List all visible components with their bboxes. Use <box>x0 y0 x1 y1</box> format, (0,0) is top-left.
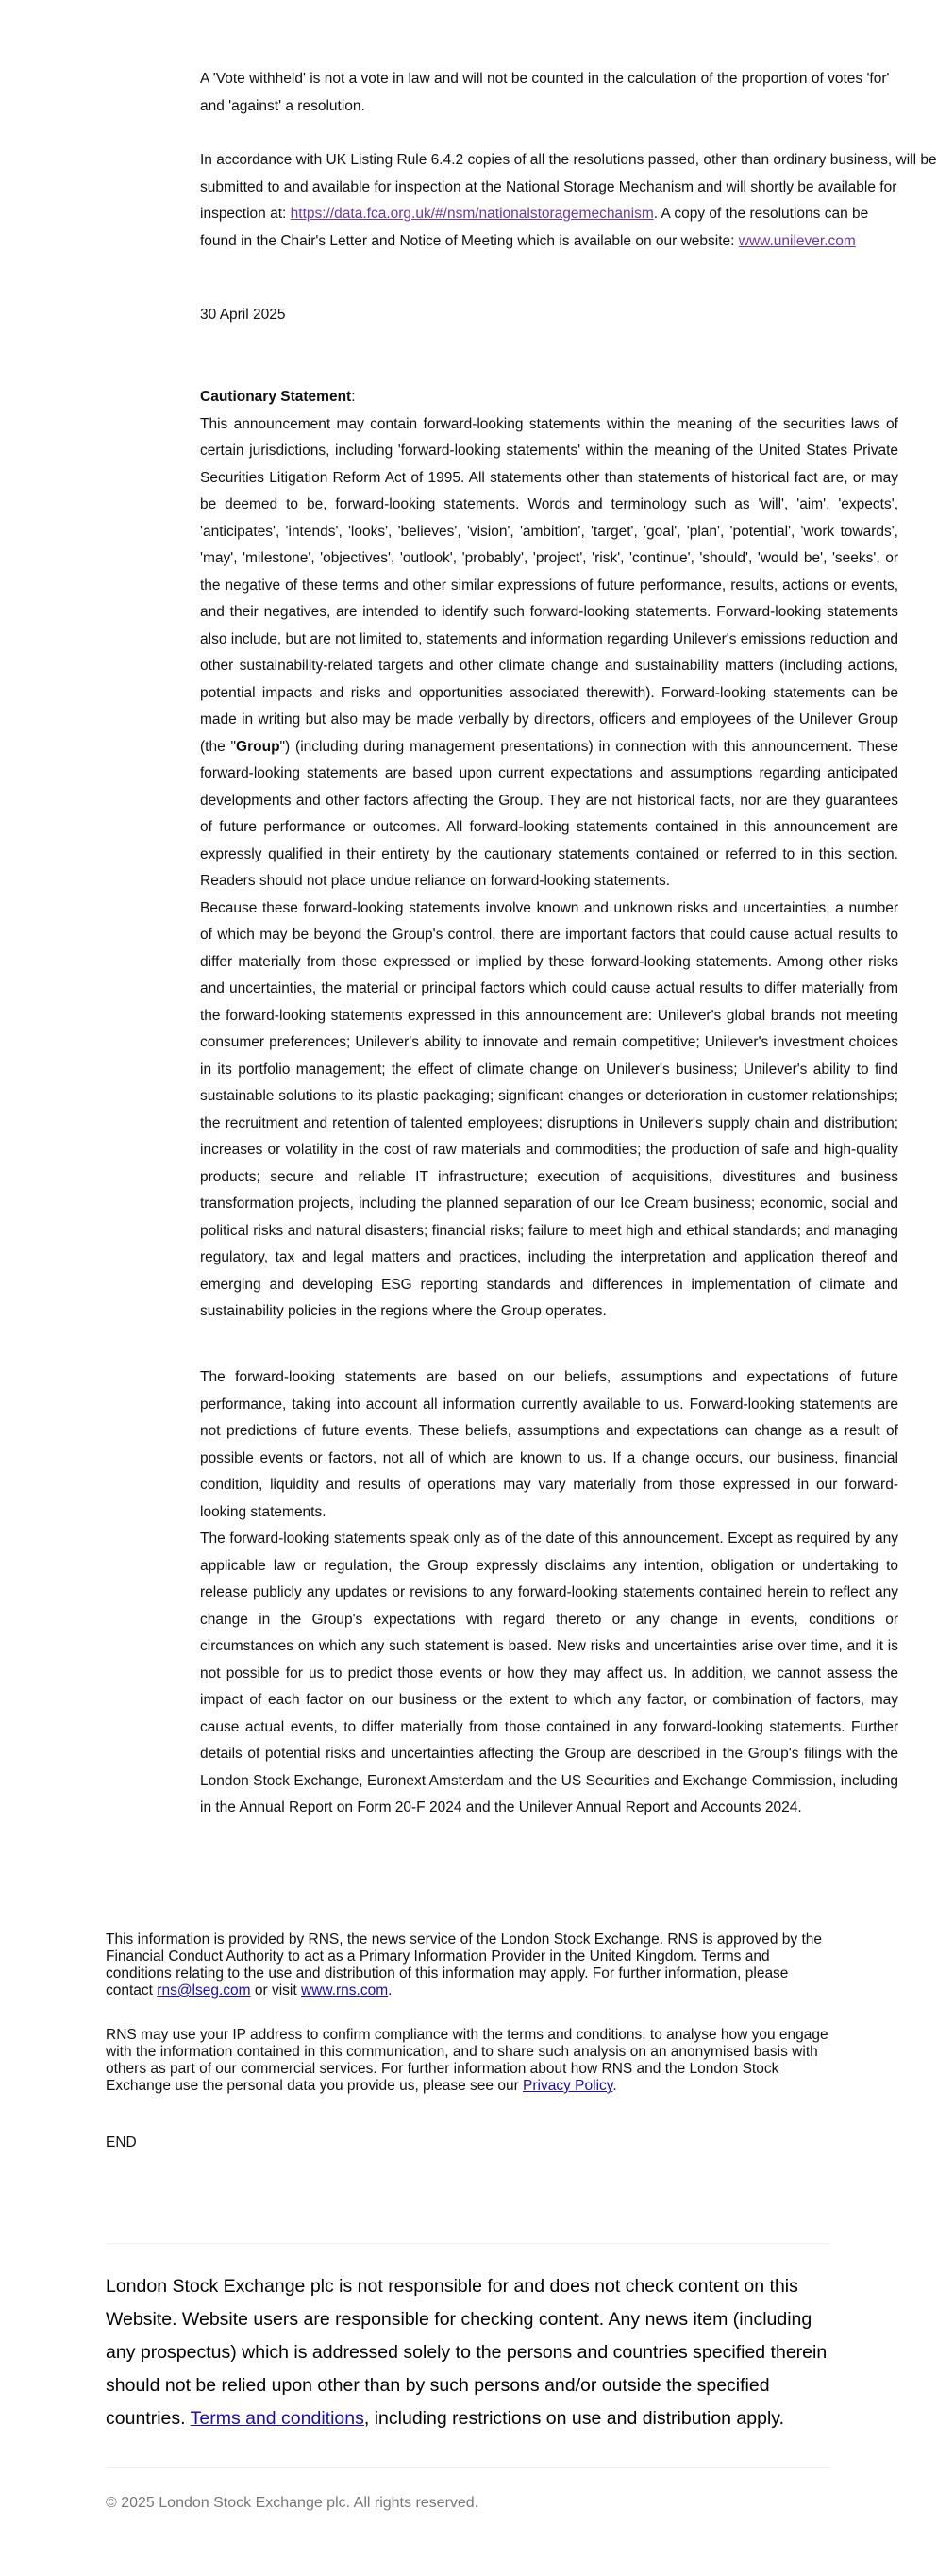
forward-looking-section <box>200 1364 898 1822</box>
disclaimer-suffix: , including restrictions on use and distribution apply. <box>363 2408 785 2429</box>
cautionary-heading-colon: : <box>351 389 356 405</box>
rns-website-link[interactable]: www.rns.com <box>300 1982 389 1999</box>
rns-privacy-paragraph <box>106 2027 830 2095</box>
date-text: 30 April 2025 <box>200 307 286 323</box>
rns-email-link[interactable]: rns@lseg.com <box>157 1982 251 1999</box>
forward-paragraph-2: The forward-looking statements speak only as of the date of this announcement. Except as required by any applicable law or regulation, the Group expressly disclaims any intention, obligation or undertaking to release publicly any updates or revisions to any forward-looking statements contained herein to reflect any change in the Group's expectations with regard thereto or any change in events, conditions or circumstances on which any such statement is based. New risks and uncertainties arise over time, and it is not possible for us to predict those events or how they may affect us. In addition, we cannot assess the impact of each factor on our business or the extent to which any factor, or combination of factors, may cause actual events, to differ materially from those contained in any forward-looking statements. Further details of potential risks and uncertainties affecting the Group are described in the Group's filings with the London Stock Exchange, Euronext Amsterdam and the US Securities and Exchange Commission, including in the Annual Report on Form 20-F 2024 and the Unilever Annual Report and Accounts 2024. <box>200 1531 898 1815</box>
listing-line-3-prefix: inspection at: <box>200 206 291 222</box>
nsm-link[interactable]: https://data.fca.org.uk/#/nsm/nationalstoragemechanism <box>290 206 654 222</box>
rns-privacy-text: RNS may use your IP address to confirm compliance with the terms and conditions, to analyse how you engage with the information contained in this communication, and to share such analysis on an anonymised basis with others as part of our commercial services. For further information about how RNS and the London Stock Exchange use the personal data you provide us, please see our <box>106 2027 828 2094</box>
terms-and-conditions-link[interactable]: Terms and conditions <box>190 2408 364 2429</box>
cautionary-p1-part2: ") (including during management presentations) in connection with this announcement. These forward-looking statements are based upon current expectations and assumptions regarding anticipated developments and other factors affecting the Group. They are not historical facts, nor are they guarantees of future performance or outcomes. All forward-looking statements contained in this announcement are expressly qualified in their entirety by the cautionary statements contained or referred to in this section. Readers should not place undue reliance on forward-looking statements. <box>200 738 898 889</box>
vote-withheld-note <box>200 66 898 120</box>
vote-line-1: A 'Vote withheld' is not a vote in law and will not be counted in the calculation of the proportion of votes 'for' <box>200 71 890 87</box>
vote-line-2: and 'against' a resolution. <box>200 97 365 114</box>
unilever-website-link[interactable]: www.unilever.com <box>738 232 856 249</box>
listing-rule-note <box>200 147 937 255</box>
disclaimer-text: London Stock Exchange plc is not responsible for and does not check content on this Website. Website users are responsible for checking content. Any news item (including any prospectus) which is addressed solely to the persons and countries specified therein should not be relied upon other than by such persons and/or outside the specified countries. <box>106 2276 828 2429</box>
listing-line-3-suffix: . A copy of the resolutions can be <box>653 206 869 222</box>
listing-line-4 <box>200 228 898 256</box>
footer-divider-bottom <box>106 2467 830 2468</box>
group-definition: Group <box>236 738 280 755</box>
cautionary-paragraph-1 <box>200 411 898 895</box>
rns-privacy-period: . <box>612 2078 617 2094</box>
rns-info-text: This information is provided by RNS, the news service of the London Stock Exchange. RNS is approved by the Financial Conduct Authority to act as a Primary Information Provider in the United Kingdom. Terms and conditions relating to the use and distribution of this information may apply. For further information, please contact <box>106 1932 823 1999</box>
cautionary-statement <box>200 384 898 1326</box>
listing-line-2: submitted to and available for inspection at the National Storage Mechanism and will shortly be available for <box>200 178 897 195</box>
listing-line-1: In accordance with UK Listing Rule 6.4.2 copies of all the resolutions passed, other than ordinary business, will be <box>200 152 937 168</box>
rns-or-visit: or visit <box>250 1982 301 1999</box>
lse-disclaimer <box>106 2270 830 2435</box>
rns-info-paragraph <box>106 1932 830 1999</box>
listing-line-4-prefix: found in the Chair's Letter and Notice of Meeting which is available on our website: <box>200 232 739 249</box>
rns-info-period: . <box>388 1982 393 1999</box>
cautionary-p1-part1: This announcement may contain forward-looking statements within the meaning of the securities laws of certain jurisdictions, including 'forward-looking statements' within the meaning of the United States Private Securities Litigation Reform Act of 1995. All statements other than statements of historical fact are, or may be deemed to be, forward-looking statements. Words and terminology such as 'will', 'aim', 'expects', 'anticipates', 'intends', 'looks', 'believes', 'vision', 'ambition', 'target', 'goal', 'plan', 'potential', 'work towards', 'may', 'milestone', 'objectives', 'outlook', 'probably', 'project', 'risk', 'continue', 'should', 'would be', 'seeks', or the negative of these terms and other similar expressions of future performance, results, actions or events, and their negatives, are intended to identify such forward-looking statements. Forward-looking statements also include, but are not limited to, statements and information regarding Unilever's emissions reduction and other sustainability-related targets and other climate change and sustainability matters (including actions, potential impacts and risks and opportunities associated therewith). Forward-looking statements can be made in writing but also may be made verbally by directors, officers and employees of the Unilever Group (the " <box>200 415 898 755</box>
end-text: END <box>106 2134 137 2150</box>
forward-paragraph-1: The forward-looking statements are based on our beliefs, assumptions and expectations of future performance, taking into account all information currently available to us. Forward-looking statements are not predictions of future events. These beliefs, assumptions and expectations can change as a result of possible events or factors, not all of which are known to us. If a change occurs, our business, financial condition, liquidity and results of operations may vary materially from those expressed in our forward-looking statements. <box>200 1369 898 1520</box>
announcement-date <box>200 302 898 329</box>
privacy-policy-link[interactable]: Privacy Policy <box>523 2078 613 2094</box>
copyright-notice: © 2025 London Stock Exchange plc. All rights reserved. <box>106 2495 479 2511</box>
listing-line-3 <box>200 201 898 228</box>
footer-divider-top <box>106 2243 830 2244</box>
cautionary-heading <box>200 384 898 411</box>
cautionary-paragraph-2: Because these forward-looking statements involve known and unknown risks and uncertainties, a number of which may be beyond the Group's control, there are important factors that could cause actual results to differ materially from those expressed or implied by these forward-looking statements. Among other risks and uncertainties, the material or principal factors which could cause actual results to differ materially from the forward-looking statements expressed in this announcement are: Unilever's global brands not meeting consumer preferences; Unilever's ability to innovate and remain competitive; Unilever's investment choices in its portfolio management; the effect of climate change on Unilever's business; Unilever's ability to find sustainable solutions to its plastic packaging; significant changes or deterioration in customer relationships; the recruitment and retention of talented employees; disruptions in Unilever's supply chain and distribution; increases or volatility in the cost of raw materials and commodities; the production of safe and high-quality products; secure and reliable IT infrastructure; execution of acquisitions, divestitures and business transformation projects, including the planned separation of our Ice Cream business; economic, social and political risks and natural disasters; financial risks; failure to meet high and ethical standards; and managing regulatory, tax and legal matters and practices, including the interpretation and application thereof and emerging and developing ESG reporting standards and differences in implementation of climate and sustainability policies in the regions where the Group operates. <box>200 899 898 1319</box>
cautionary-heading-text: Cautionary Statement <box>200 389 352 405</box>
end-marker <box>106 2134 830 2151</box>
